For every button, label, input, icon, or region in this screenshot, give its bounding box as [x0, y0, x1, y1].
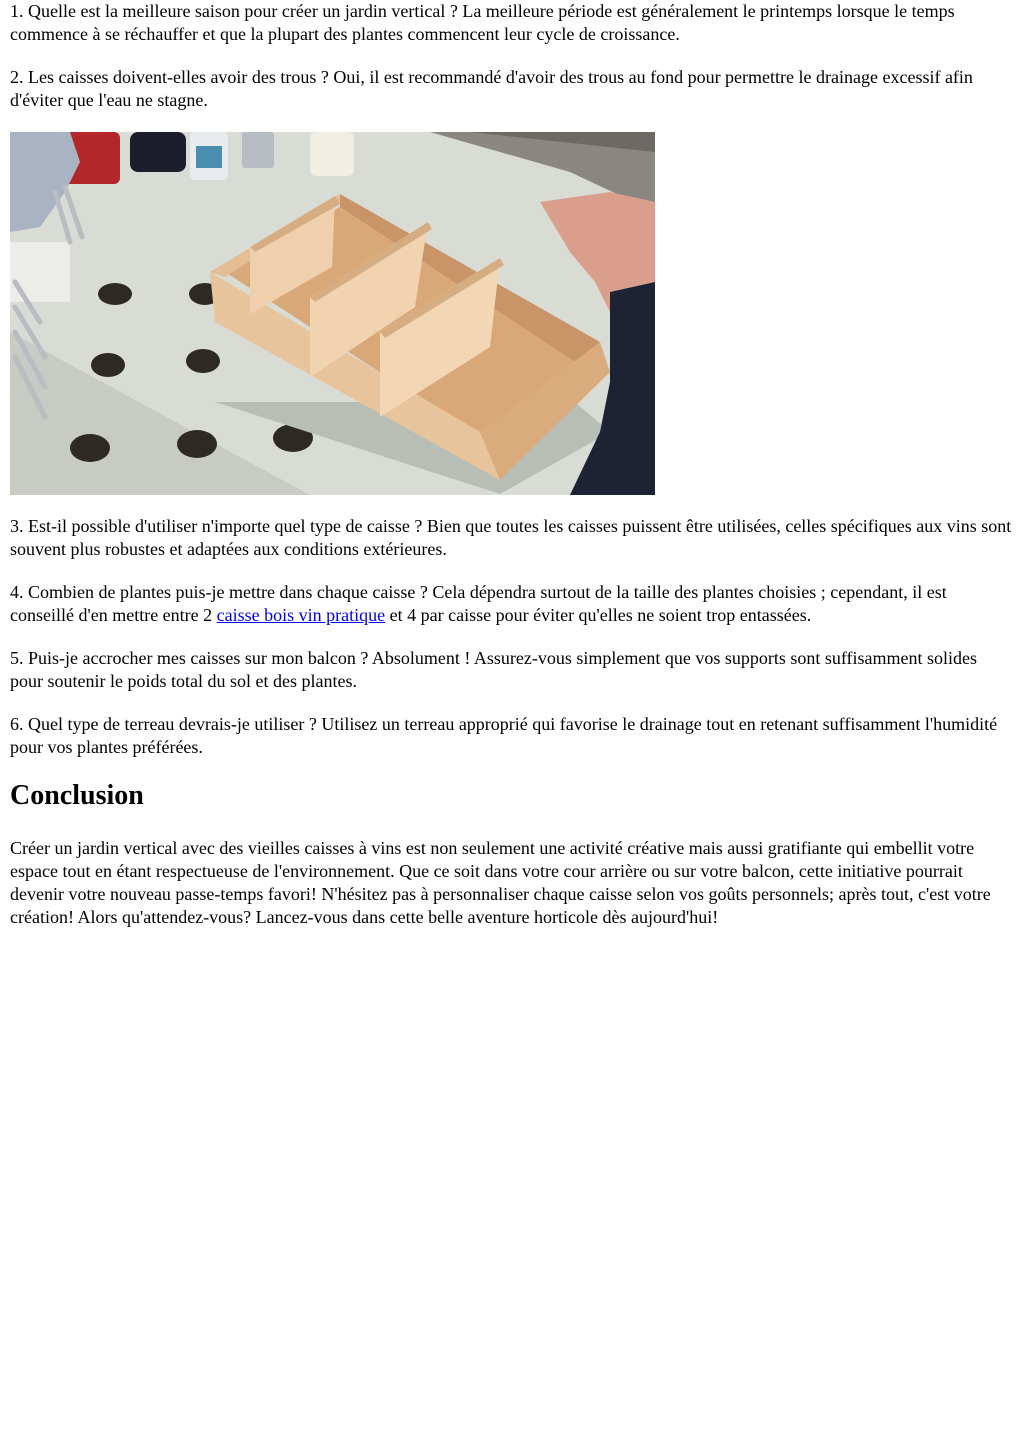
faq-item-1: 1. Quelle est la meilleure saison pour créer un jardin vertical ? La meilleure période est généralement le printemps lorsque le temps commence à se réchauffer et que la plupart des plantes commencent leur cycle de croissance. [10, 1, 955, 44]
faq-item-2: 2. Les caisses doivent-elles avoir des trous ? Oui, il est recommandé d'avoir des trous au fond pour permettre le drainage excessif afin d'éviter que l'eau ne stagne. [10, 67, 973, 110]
conclusion-heading: Conclusion [10, 780, 144, 811]
faq-item-4 [10, 581, 1014, 627]
faq-item-5: 5. Puis-je accrocher mes caisses sur mon balcon ? Absolument ! Assurez-vous simplement que vos supports sont suffisamment solides pour soutenir le poids total du sol et des plantes. [10, 648, 978, 691]
faq-item-6: 6. Quel type de terreau devrais-je utiliser ? Utilisez un terreau approprié qui favorise le drainage tout en retenant suffisamment l'humidité pour vos plantes préférées. [10, 714, 998, 757]
faq-item-4-text-before: 4. Combien de plantes puis-je mettre dans chaque caisse ? Cela dépendra surtout de la taille des plantes choisies ; cependant, il est conseillé d'en mettre entre 2 [10, 582, 947, 625]
caisse-bois-vin-link[interactable]: caisse bois vin pratique [216, 605, 386, 625]
wooden-crate-photo [10, 132, 655, 495]
faq-item-3: 3. Est-il possible d'utiliser n'importe quel type de caisse ? Bien que toutes les caisses puissent être utilisées, celles spécifiques aux vins sont souvent plus robustes et adaptées aux conditions extérieures. [10, 516, 1012, 559]
faq-item-4-text-after: et 4 par caisse pour éviter qu'elles ne soient trop entassées. [385, 605, 812, 625]
conclusion-paragraph: Créer un jardin vertical avec des vieilles caisses à vins est non seulement une activité créative mais aussi gratifiante qui embellit votre espace tout en étant respectueuse de l'environnement. Que ce soit dans votre cour arrière ou sur votre balcon, cette initiative pourrait devenir votre nouveau passe-temps favori! N'hésitez pas à personnaliser chaque caisse selon vos goûts personnels; après tout, c'est votre création! Alors qu'attendez-vous? Lancez-vous dans cette belle aventure horticole dès aujourd'hui! [10, 838, 991, 927]
